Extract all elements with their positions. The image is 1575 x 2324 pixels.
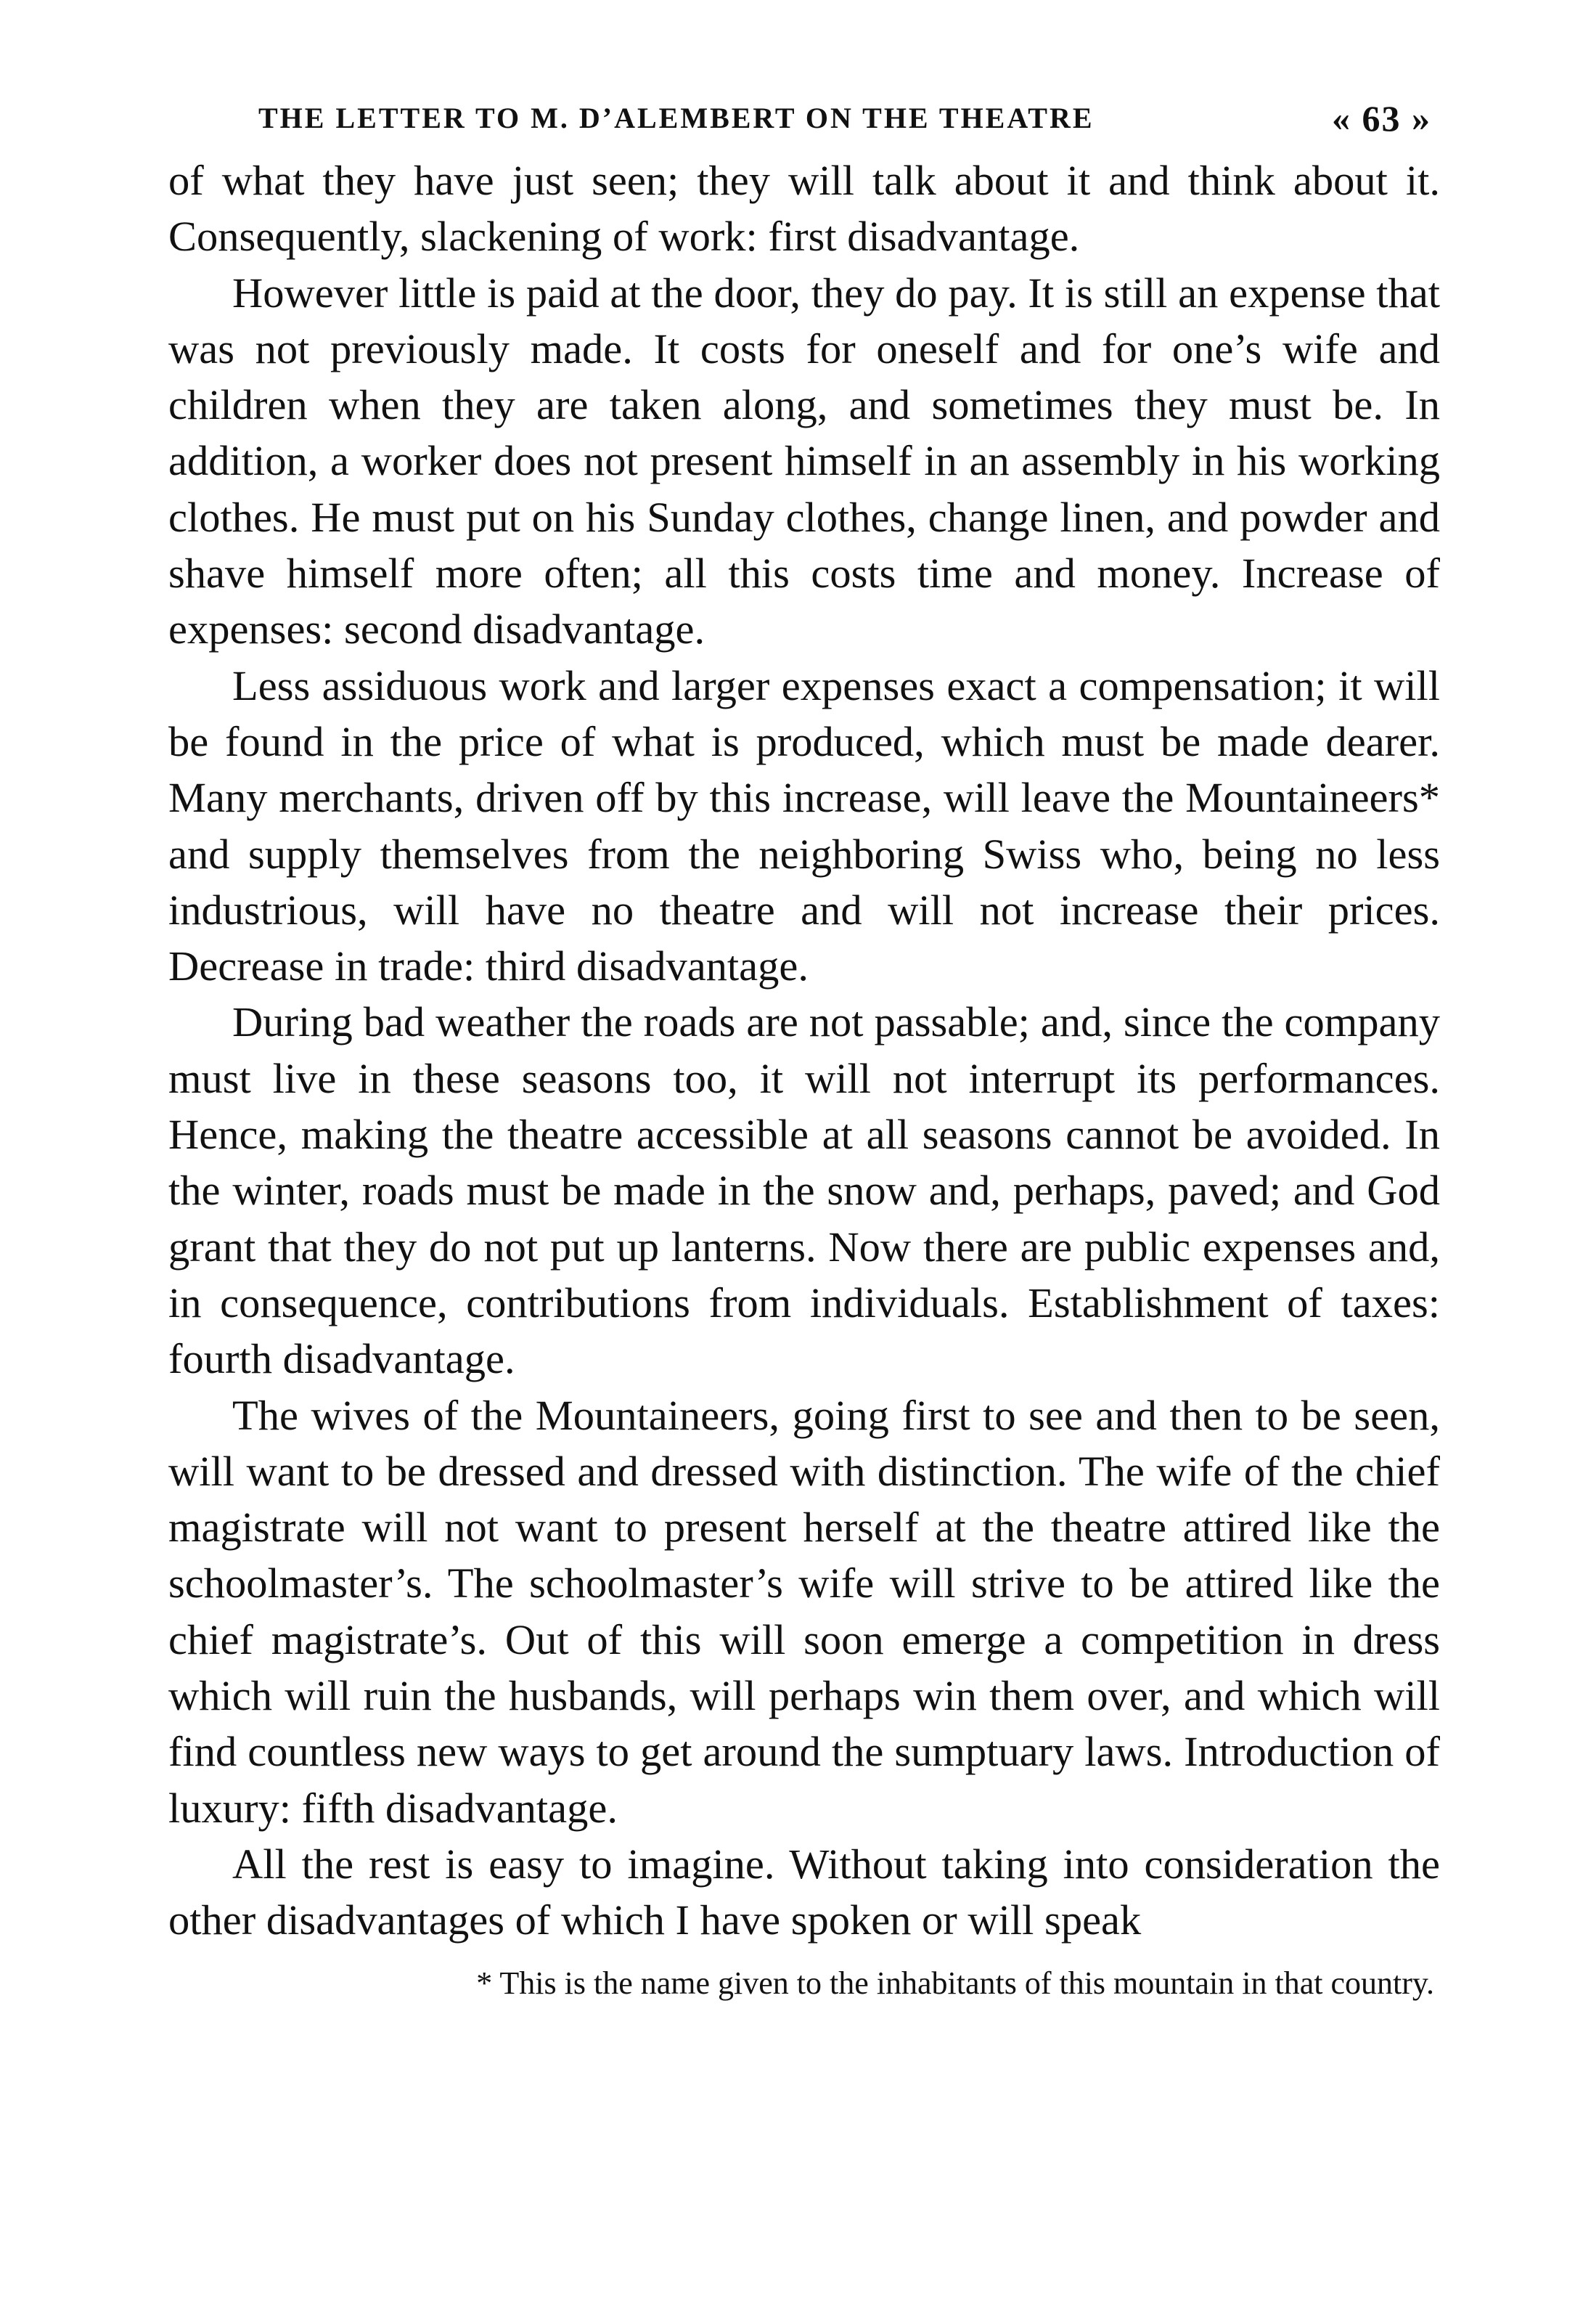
page-number: « 63 » bbox=[1332, 98, 1431, 139]
paragraph: However little is paid at the door, they do pay. It is still an expense that was not previously made. It costs for oneself and for one’s wife and children when they are taken along, and sometimes they must be. In addition, a worker does not present himself in an assembly in his working clothes. He must put on his Sunday clothes, change linen, and powder and shave himself more often; all this costs time and money. Increase of expenses: second disadvantage. bbox=[168, 269, 1440, 653]
body-text bbox=[168, 152, 1440, 1949]
paragraph: During bad weather the roads are not passable; and, since the company must live in these seasons too, it will not interrupt its performances. Hence, making the theatre accessible at all seasons cannot be avoided. In the winter, roads must be made in the snow and, perhaps, paved; and God grant that they do not put up lanterns. Now there are public expenses and, in consequence, contributions from individuals. Establishment of taxes: fourth disadvantage. bbox=[168, 998, 1440, 1383]
running-title: THE LETTER TO M. D’ALEMBERT ON THE THEATRE bbox=[258, 102, 1095, 134]
book-page bbox=[168, 91, 1440, 2005]
paragraph: The wives of the Mountaineers, going first to see and then to be seen, will want to be dressed and dressed with distinction. The wife of the chief magistrate will not want to present herself at the theatre attired like the schoolmaster’s. The schoolmaster’s wife will strive to be attired like the chief magistrate’s. Out of this will soon emerge a competition in dress which will ruin the husbands, will perhaps win them over, and which will find countless new ways to get around the sumptuary laws. Introduction of luxury: fifth disadvantage. bbox=[168, 1391, 1440, 1832]
paragraph: All the rest is easy to imagine. Without taking into consideration the other disadvantages of which I have spoken or will speak bbox=[168, 1840, 1440, 1944]
footnote: * This is the name given to the inhabitants of this mountain in that country. bbox=[476, 1965, 1434, 2001]
paragraph-continued: of what they have just seen; they will talk about it and think about it. Consequently, slackening of work: first disadvantage. bbox=[168, 157, 1440, 261]
paragraph: Less assiduous work and larger expenses exact a compensation; it will be found in the price of what is produced, which must be made dearer. Many merchants, driven off by this increase, will leave the Mountaineers* and supply themselves from the neighboring Swiss who, being no less industrious, will have no theatre and will not increase their prices. Decrease in trade: third disadvantage. bbox=[168, 661, 1440, 990]
running-head bbox=[168, 91, 1440, 145]
